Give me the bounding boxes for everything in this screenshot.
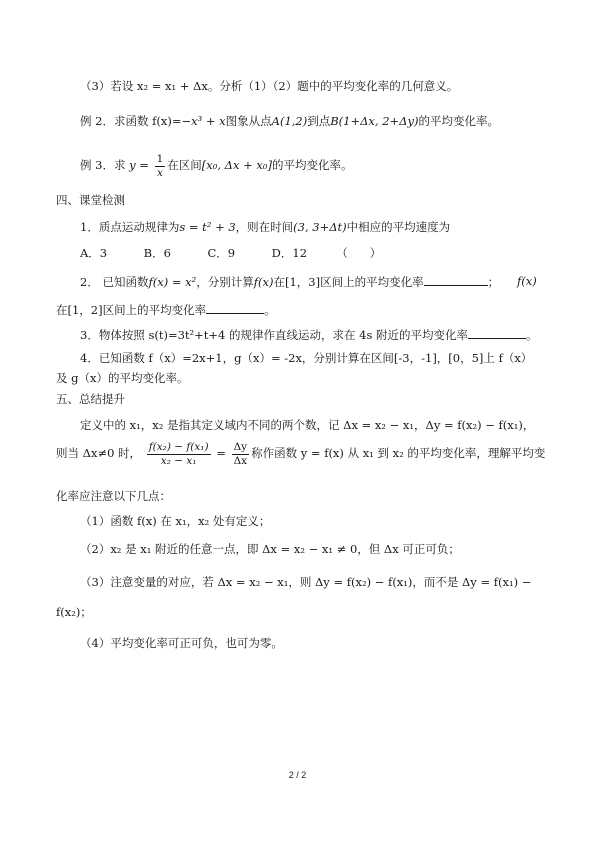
- question-1-options: A．3 B．6 C．9 D．12 （ ）: [80, 246, 382, 260]
- summary-2-suffix: 称作函数 y = f(x) 从 x₁ 到 x₂ 的平均变化率，理解平均变: [251, 446, 546, 460]
- question-2-text: ，分别计算: [196, 275, 254, 289]
- summary-paragraph-1: 定义中的 x₁，x₂ 是指其定义域内不同的两个数，记 Δx = x₂ − x₁，Δy = f(x₂) − f(x₁)，: [80, 418, 535, 432]
- example-3-interval: [x₀, Δx + x₀]: [201, 158, 272, 172]
- note-2: （2）x₂ 是 x₁ 附近的任意一点，即 Δx = x₂ − x₁ ≠ 0，但 Δx 可正可负；: [80, 542, 460, 556]
- question-1-suffix: 中相应的平均速度为: [346, 220, 451, 234]
- question-1-text: ，则在时间: [235, 220, 294, 234]
- example-2-prefix: 例 2．求函数 f(x)=: [80, 114, 182, 128]
- point-b: B(1+Δx, 2+Δy): [330, 114, 419, 128]
- example-3-fraction: [155, 153, 166, 180]
- question-2-function: f(x) = x²: [148, 275, 197, 289]
- delta-quotient: [232, 441, 250, 468]
- difference-quotient: [147, 441, 211, 468]
- question-2-separator: ；: [487, 275, 500, 289]
- example-3-suffix: 的平均变化率。: [272, 158, 353, 172]
- question-2-interval-text: 在[1，3]区间上的平均变化率: [273, 275, 424, 289]
- note-1: （1）函数 f(x) 在 x₁，x₂ 处有定义；: [80, 514, 271, 528]
- question-2b-end: 。: [264, 303, 276, 317]
- difference-numerator: f(x₂) − f(x₁): [148, 440, 209, 453]
- question-1-formula: s = t² + 3: [179, 220, 236, 234]
- question-2-fx: f(x): [253, 275, 274, 289]
- question-2-continued: [56, 301, 276, 318]
- part3-question: （3）若设 x₂ = x₁ + Δx。分析（1）（2）题中的平均变化率的几何意义。: [80, 79, 459, 93]
- delta-numerator: Δy: [233, 440, 248, 453]
- answer-blank-3[interactable]: [468, 326, 526, 339]
- fraction-denominator: x: [156, 166, 163, 179]
- summary-paragraph-3: 化率应注意以下几点：: [56, 489, 171, 503]
- example-3: [80, 150, 353, 180]
- question-4-line-2: 及 g（x）的平均变化率。: [56, 371, 189, 385]
- question-2b-text: 在[1，2]区间上的平均变化率: [56, 303, 207, 317]
- question-2: [80, 273, 499, 290]
- summary-paragraph-2: [56, 436, 545, 470]
- answer-blank-2a[interactable]: [424, 273, 488, 286]
- question-3-end: 。: [526, 328, 538, 342]
- delta-denominator: Δx: [233, 454, 248, 467]
- question-4-line-1: 4．已知函数 f（x）=2x+1，g（x）= -2x，分别计算在区间[-3，-1]，[0，5]上 f（x）: [80, 351, 533, 365]
- example-2-function: −x³ + x: [181, 114, 226, 128]
- note-3-line-1: （3）注意变量的对应，若 Δx = x₂ − x₁，则 Δy = f(x₂) − f(x₁)，而不是 Δy = f(x₁) −: [80, 575, 532, 589]
- question-3-text: 3．物体按照 s(t)=3t²+t+4 的规律作直线运动，求在 4s 附近的平均变化率: [80, 328, 469, 342]
- question-2-prefix: 2． 已知函数: [80, 275, 149, 289]
- example-3-text: 在区间: [167, 158, 202, 172]
- example-3-y: y =: [129, 158, 149, 172]
- question-1-prefix: 1．质点运动规律为: [80, 220, 180, 234]
- question-1-interval: (3, 3+Δt): [293, 220, 347, 234]
- point-a: A(1,2): [271, 114, 308, 128]
- note-4: （4）平均变化率可正可负，也可为零。: [80, 636, 283, 650]
- summary-2-prefix: 则当 Δx≠0 时，: [56, 446, 142, 460]
- page-number: 2 / 2: [288, 770, 307, 780]
- answer-blank-2b[interactable]: [206, 301, 264, 314]
- section-4-heading: 四、课堂检测: [56, 193, 125, 207]
- question-2-fx-second: [517, 273, 537, 289]
- example-2-text-2: 到点: [307, 114, 331, 128]
- question-1: [80, 219, 450, 235]
- fraction-numerator: 1: [156, 152, 164, 165]
- example-2-suffix: 的平均变化率。: [418, 114, 499, 128]
- question-2-fx2: f(x): [517, 274, 537, 288]
- note-3-line-2: f(x₂)；: [56, 605, 92, 619]
- example-2-text-1: 图象从点: [225, 114, 272, 128]
- question-3: [80, 326, 538, 343]
- example-3-prefix: 例 3．求: [80, 158, 126, 172]
- section-5-heading: 五、总结提升: [56, 392, 125, 406]
- difference-denominator: x₂ − x₁: [160, 454, 197, 467]
- equals-sign: =: [216, 446, 226, 460]
- example-2: [80, 113, 499, 129]
